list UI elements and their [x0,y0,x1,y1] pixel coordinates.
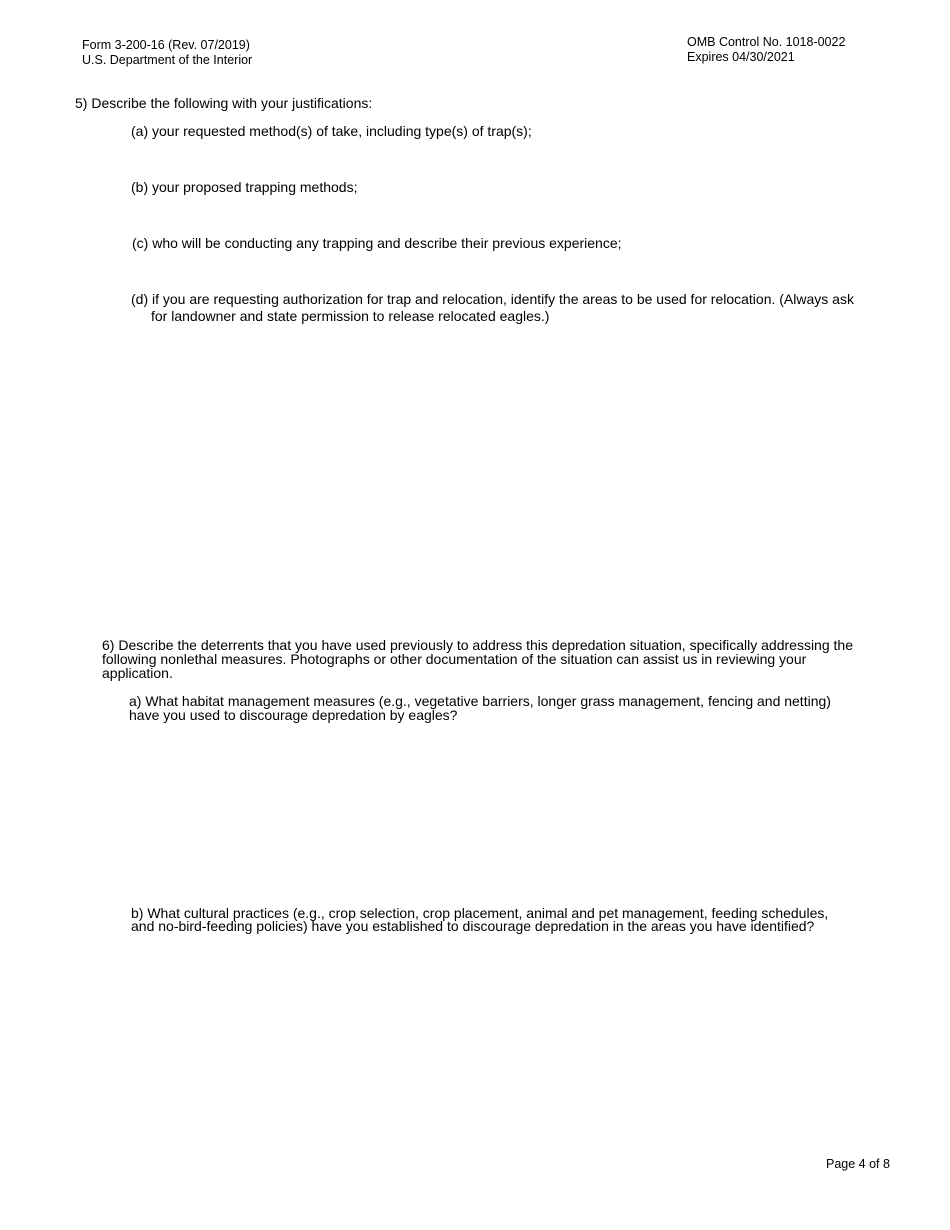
question-5d-line1: (d) if you are requesting authorization for trap and relocation, identify the areas to be used for relocation. (Always ask [131,291,854,307]
question-5-title: 5) Describe the following with your justifications: [75,95,373,111]
question-5a: (a) your requested method(s) of take, including type(s) of trap(s); [131,123,532,139]
question-6-line3: application. [102,665,173,681]
question-6a-line2: have you used to discourage depredation by eagles? [129,707,458,723]
question-5c: (c) who will be conducting any trapping and describe their previous experience; [132,235,622,251]
question-6a-line1: a) What habitat management measures (e.g., vegetative barriers, longer grass management, fencing and netting) [129,693,831,709]
department-name: U.S. Department of the Interior [82,53,253,67]
question-5b: (b) your proposed trapping methods; [131,179,358,195]
page-number: Page 4 of 8 [826,1157,890,1171]
question-5d-line2: for landowner and state permission to release relocated eagles.) [151,308,550,324]
question-6-line1: 6) Describe the deterrents that you have used previously to address this depredation situation, specifically addressing the [102,637,853,653]
question-6-line2: following nonlethal measures. Photographs or other documentation of the situation can assist us in reviewing your [102,651,807,667]
expiration-date: Expires 04/30/2021 [687,50,795,64]
omb-control-number: OMB Control No. 1018-0022 [687,35,846,49]
question-6b-line1: b) What cultural practices (e.g., crop selection, crop placement, animal and pet management, feeding schedules, [131,905,829,921]
question-6b-line2: and no-bird-feeding policies) have you established to discourage depredation in the areas you have identified? [131,918,815,934]
form-number: Form 3-200-16 (Rev. 07/2019) [82,38,250,52]
